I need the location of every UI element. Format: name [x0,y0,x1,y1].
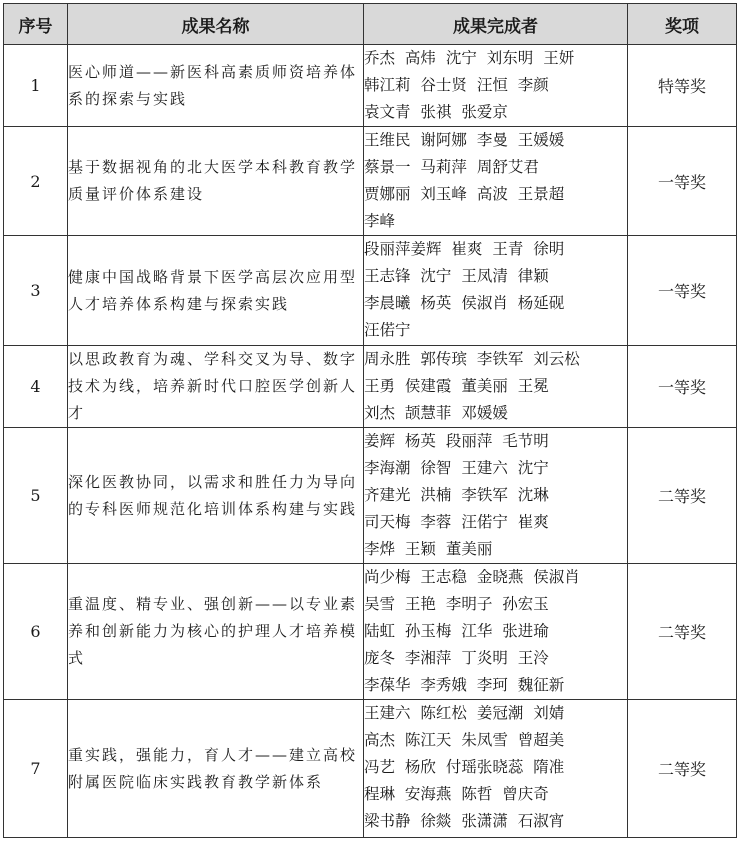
header-award: 奖项 [628,4,737,45]
author-line: 李晨曦 杨英 侯淑肖 杨延砚 [364,294,565,312]
author-line: 吴雪 王艳 李明子 孙宏玉 [364,595,549,613]
award-level: 二等奖 [628,700,737,838]
author-line: 庞冬 李湘萍 丁炎明 王泠 [364,649,549,667]
achievement-name: 深化医教协同，以需求和胜任力为导向的专科医师规范化培训体系构建与实践 [68,428,364,564]
authors-cell [364,428,628,564]
author-line: 贾娜丽 刘玉峰 高波 王景超 [364,185,565,203]
award-level: 一等奖 [628,236,737,346]
author-line: 刘杰 颉慧菲 邓媛媛 [364,404,508,422]
author-line: 韩江莉 谷士贤 汪恒 李颜 [364,76,549,94]
header-name: 成果名称 [68,4,364,45]
authors-cell [364,700,628,838]
author-line: 梁书静 徐燚 张潇潇 石淑宵 [364,812,565,830]
table-row [4,346,737,428]
authors-cell [364,236,628,346]
award-level: 二等奖 [628,564,737,700]
table-row [4,700,737,838]
achievement-name: 医心师道——新医科高素质师资培养体系的探索与实践 [68,45,364,127]
header-row [4,4,737,45]
table-row [4,127,737,236]
table-row [4,45,737,127]
author-line: 李烨 王颖 董美丽 [364,540,493,558]
author-line: 齐建光 洪楠 李铁军 沈琳 [364,486,549,504]
author-line: 陆虹 孙玉梅 江华 张进瑜 [364,622,549,640]
author-line: 袁文青 张祺 张爱京 [364,103,508,121]
authors-cell [364,564,628,700]
author-line: 王志锋 沈宁 王凤清 律颖 [364,267,549,285]
award-level: 一等奖 [628,346,737,428]
author-line: 冯艺 杨欣 付瑶张晓蕊 隋准 [364,758,565,776]
author-line: 李葆华 李秀娥 李珂 魏征新 [364,676,565,694]
authors-cell [364,346,628,428]
author-line: 王维民 谢阿娜 李曼 王媛媛 [364,131,565,149]
author-line: 段丽萍姜辉 崔爽 王青 徐明 [364,240,565,258]
author-line: 周永胜 郭传瑸 李铁军 刘云松 [364,350,580,368]
authors-cell [364,45,628,127]
row-num: 5 [4,428,68,564]
award-level: 特等奖 [628,45,737,127]
row-num: 3 [4,236,68,346]
award-level: 一等奖 [628,127,737,236]
author-line: 李峰 [364,212,396,230]
awards-table [3,3,737,838]
author-line: 王建六 陈红松 姜冠潮 刘婧 [364,704,565,722]
achievement-name: 以思政教育为魂、学科交叉为导、数字技术为线，培养新时代口腔医学创新人才 [68,346,364,428]
row-num: 7 [4,700,68,838]
author-line: 尚少梅 王志稳 金晓燕 侯淑肖 [364,568,580,586]
award-level: 二等奖 [628,428,737,564]
author-line: 姜辉 杨英 段丽萍 毛节明 [364,432,549,450]
author-line: 程琳 安海燕 陈哲 曾庆奇 [364,785,549,803]
author-line: 汪偌宁 [364,321,411,339]
achievement-name: 健康中国战略背景下医学高层次应用型人才培养体系构建与探索实践 [68,236,364,346]
author-line: 李海潮 徐智 王建六 沈宁 [364,459,549,477]
authors-cell [364,127,628,236]
table-row [4,564,737,700]
row-num: 2 [4,127,68,236]
achievement-name: 重实践，强能力，育人才——建立高校附属医院临床实践教育教学新体系 [68,700,364,838]
header-authors: 成果完成者 [364,4,628,45]
header-num: 序号 [4,4,68,45]
row-num: 6 [4,564,68,700]
table-row [4,428,737,564]
author-line: 乔杰 高炜 沈宁 刘东明 王妍 [364,49,575,67]
author-line: 蔡景一 马莉萍 周舒艾君 [364,158,539,176]
achievement-name: 重温度、精专业、强创新——以专业素养和创新能力为核心的护理人才培养模式 [68,564,364,700]
author-line: 王勇 侯建霞 董美丽 王冕 [364,377,549,395]
row-num: 4 [4,346,68,428]
achievement-name: 基于数据视角的北大医学本科教育教学质量评价体系建设 [68,127,364,236]
author-line: 高杰 陈江天 朱凤雪 曾超美 [364,731,565,749]
row-num: 1 [4,45,68,127]
table-row [4,236,737,346]
author-line: 司天梅 李蓉 汪偌宁 崔爽 [364,513,549,531]
